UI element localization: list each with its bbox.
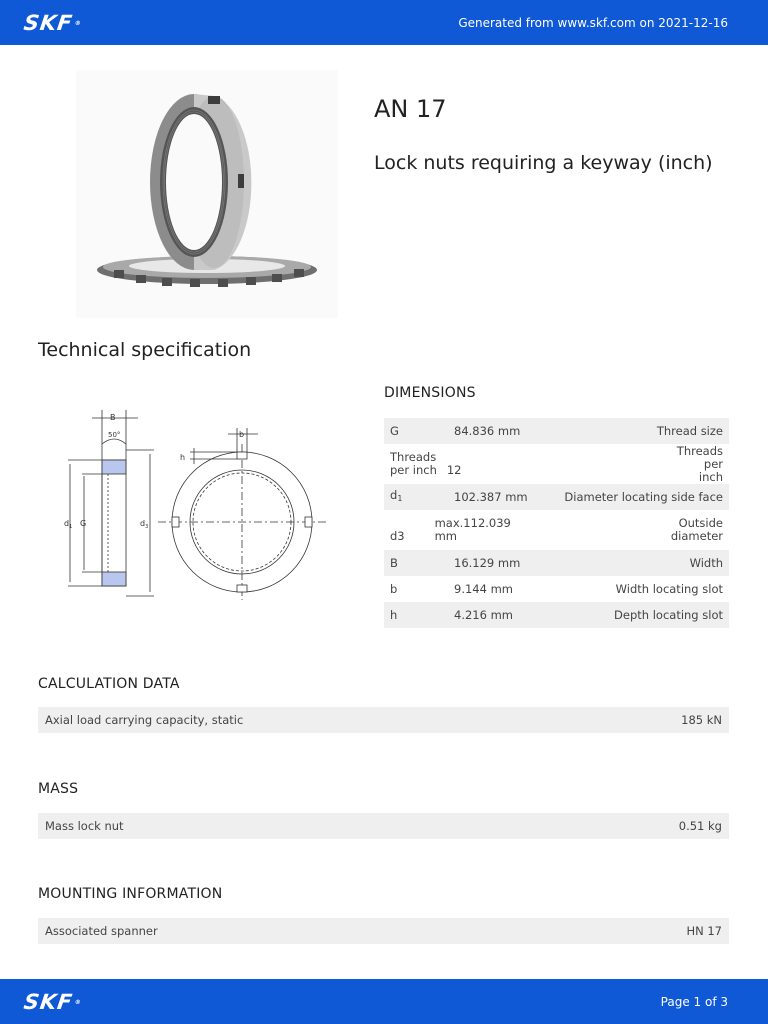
skf-logo[interactable]: SKF ® xyxy=(22,10,83,35)
dim-symbol: B xyxy=(390,555,398,570)
calculation-value: 185 kN xyxy=(681,713,722,727)
mounting-label: Associated spanner xyxy=(45,924,158,938)
mass-heading: MASS xyxy=(38,781,79,797)
dim-row-G xyxy=(384,418,729,444)
dim-symbol: Threads per inch xyxy=(390,450,437,477)
label-d1: $d_1$ xyxy=(64,519,73,530)
dim-description: Diameter locating side face xyxy=(564,489,723,504)
mass-value: 0.51 kg xyxy=(678,819,722,833)
dimensions-table xyxy=(384,418,729,628)
page-number: Page 1 of 3 xyxy=(660,994,728,1009)
label-G: G xyxy=(80,519,87,528)
dim-row-b xyxy=(384,576,729,602)
label-angle: 50° xyxy=(108,431,121,439)
technical-spec-heading: Technical specification xyxy=(38,339,252,361)
mounting-row xyxy=(38,918,729,944)
dim-value: 84.836 mm xyxy=(454,423,521,438)
calculation-row xyxy=(38,707,729,733)
lock-nut xyxy=(150,94,251,270)
technical-drawing xyxy=(58,404,328,600)
footer-bar xyxy=(0,979,768,1024)
dim-value: max.112.039 mm xyxy=(434,516,511,543)
mass-label: Mass lock nut xyxy=(45,819,124,833)
dim-symbol: b xyxy=(390,581,398,596)
dim-value: 9.144 mm xyxy=(454,581,513,596)
dim-description: Depth locating slot xyxy=(614,607,723,622)
lock-nut-image xyxy=(76,70,338,318)
product-title: AN 17 xyxy=(374,95,447,123)
dim-row-h xyxy=(384,602,729,628)
calculation-heading: CALCULATION DATA xyxy=(38,676,180,692)
dim-description: Outside diameter xyxy=(670,516,724,543)
generated-text: Generated from www.skf.com on 2021-12-16 xyxy=(458,15,728,30)
label-d3: $d_3$ xyxy=(140,519,149,530)
dim-row-threads xyxy=(384,444,729,484)
product-subtitle: Lock nuts requiring a keyway (inch) xyxy=(374,152,713,174)
header-bar xyxy=(0,0,768,45)
dim-symbol: G xyxy=(390,423,399,438)
dim-symbol: h xyxy=(390,607,398,622)
dim-row-B xyxy=(384,550,729,576)
dim-description: Width xyxy=(689,555,723,570)
dim-value: 4.216 mm xyxy=(454,607,513,622)
dim-value: 16.129 mm xyxy=(454,555,521,570)
dim-description: Thread size xyxy=(656,423,723,438)
dim-value: 102.387 mm xyxy=(454,489,528,504)
skf-logo-footer[interactable]: SKF ® xyxy=(22,989,83,1014)
calculation-label: Axial load carrying capacity, static xyxy=(45,713,244,727)
dim-description: Threads per inch xyxy=(676,443,723,484)
dimensions-heading: DIMENSIONS xyxy=(384,385,476,401)
mounting-heading: MOUNTING INFORMATION xyxy=(38,886,223,902)
dim-description: Width locating slot xyxy=(615,581,723,596)
dim-value: 12 xyxy=(446,463,462,477)
label-B: B xyxy=(110,413,116,422)
mass-row xyxy=(38,813,729,839)
dim-symbol: d3 xyxy=(390,529,405,543)
label-b: b xyxy=(239,430,245,439)
label-h: h xyxy=(180,453,186,462)
dim-row-d1 xyxy=(384,484,729,510)
mounting-value: HN 17 xyxy=(686,924,722,938)
dim-row-d3 xyxy=(384,510,729,550)
dim-symbol: $d_1$ xyxy=(390,488,403,503)
